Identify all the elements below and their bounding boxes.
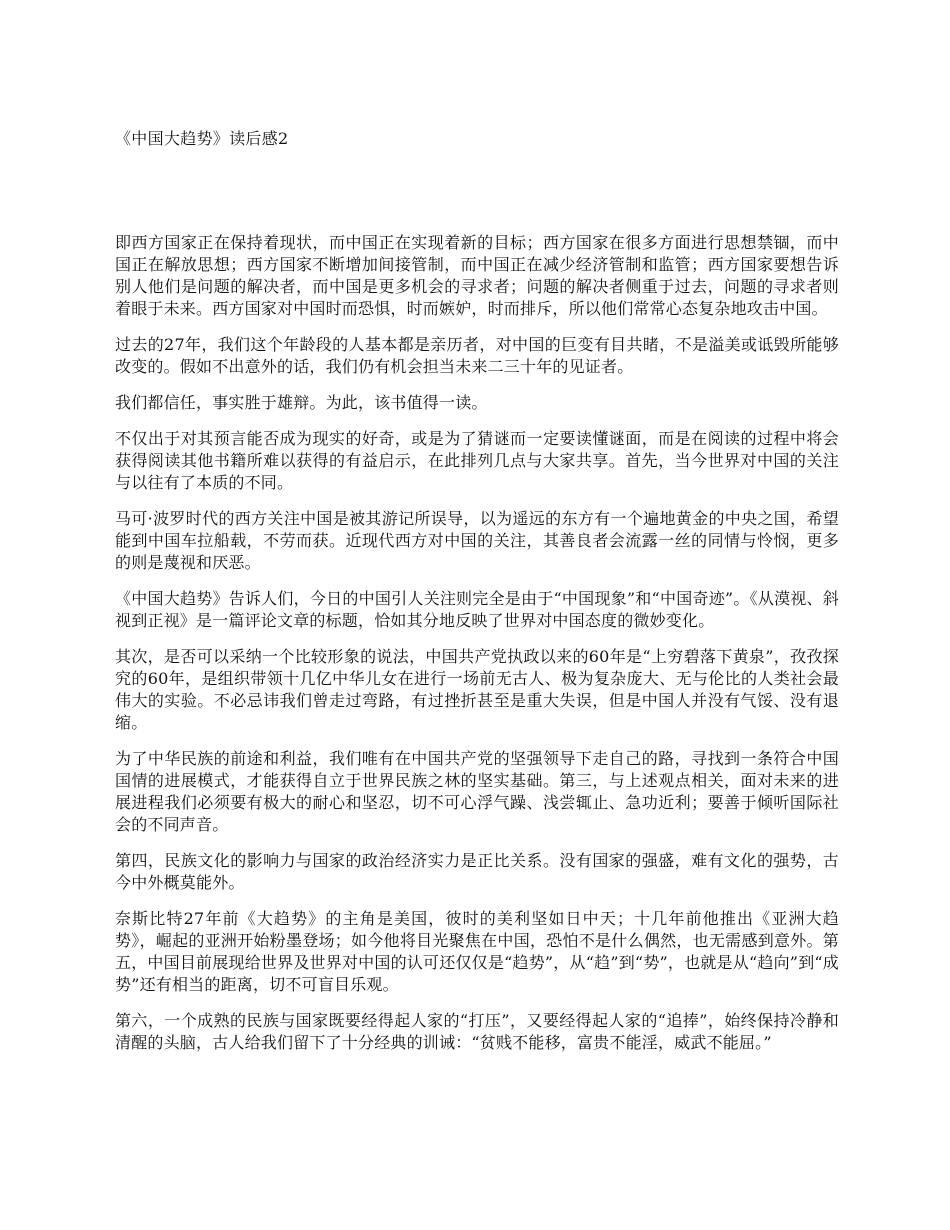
paragraph: 第六，一个成熟的民族与国家既要经得起人家的“打压”，又要经得起人家的“追捧”，始终保持冷静和清醒的头脑，古人给我们留下了十分经典的训诫：“贫贱不能移，富贵不能淫，威武不能屈。” (115, 1011, 839, 1052)
paragraph: 马可·波罗时代的西方关注中国是被其游记所误导，以为遥远的东方有一个遍地黄金的中央之国，希望能到中国车拉船载，不劳而获。近现代西方对中国的关注，其善良者会流露一丝的同情与怜悯，更多的则是蔑视和厌恶。 (115, 509, 839, 572)
document-body (115, 232, 839, 1068)
paragraph: 不仅出于对其预言能否成为现实的好奇，或是为了猜谜而一定要读懂谜面，而是在阅读的过程中将会获得阅读其他书籍所难以获得的有益启示，在此排列几点与大家共享。首先，当今世界对中国的关注与以往有了本质的不同。 (115, 429, 839, 492)
paragraph: 第四，民族文化的影响力与国家的政治经济实力是正比关系。没有国家的强盛，难有文化的强势，古今中外概莫能外。 (115, 851, 839, 892)
paragraph: 为了中华民族的前途和利益，我们唯有在中国共产党的坚强领导下走自己的路，寻找到一条符合中国国情的进展模式，才能获得自立于世界民族之林的坚实基础。第三，与上述观点相关，面对未来的进展进程我们必须要有极大的耐心和坚忍，切不可心浮气躁、浅尝辄止、急功近利；要善于倾听国际社会的不同声音。 (115, 749, 839, 834)
paragraph: 其次，是否可以采纳一个比较形象的说法，中国共产党执政以来的60年是“上穷碧落下黄泉”，孜孜探究的60年，是组织带领十几亿中华儿女在进行一场前无古人、极为复杂庞大、无与伦比的人类社会最伟大的实验。不必忌讳我们曾走过弯路，有过挫折甚至是重大失误，但是中国人并没有气馁、没有退缩。 (115, 647, 839, 732)
paragraph: 即西方国家正在保持着现状，而中国正在实现着新的目标；西方国家在很多方面进行思想禁锢，而中国正在解放思想；西方国家不断增加间接管制，而中国正在减少经济管制和监管；西方国家要想告诉别人他们是问题的解决者，而中国是更多机会的寻求者；问题的解决者侧重于过去，问题的寻求者则着眼于未来。西方国家对中国时而恐惧，时而嫉妒，时而排斥，所以他们常常心态复杂地攻击中国。 (115, 233, 839, 318)
document-title: 《中国大趋势》读后感2 (115, 129, 289, 148)
paragraph: 《中国大趋势》告诉人们，今日的中国引人关注则完全是由于“中国现象”和“中国奇迹”。《从漠视、斜视到正视》是一篇评论文章的标题，恰如其分地反映了世界对中国态度的微妙变化。 (115, 589, 839, 630)
paragraph: 过去的27年，我们这个年龄段的人基本都是亲历者，对中国的巨变有目共睹，不是溢美或诋毁所能够改变的。假如不出意外的话，我们仍有机会担当未来二三十年的见证者。 (115, 335, 839, 376)
paragraph: 奈斯比特27年前《大趋势》的主角是美国，彼时的美利坚如日中天；十几年前他推出《亚洲大趋势》，崛起的亚洲开始粉墨登场；如今他将目光聚焦在中国，恐怕不是什么偶然，也无需感到意外。第五，中国目前展现给世界及世界对中国的认可还仅仅是“趋势”，从“趋”到“势”，也就是从“趋向”到“成势”还有相当的距离，切不可盲目乐观。 (115, 909, 839, 994)
paragraph: 我们都信任，事实胜于雄辩。为此，该书值得一读。 (115, 393, 488, 412)
